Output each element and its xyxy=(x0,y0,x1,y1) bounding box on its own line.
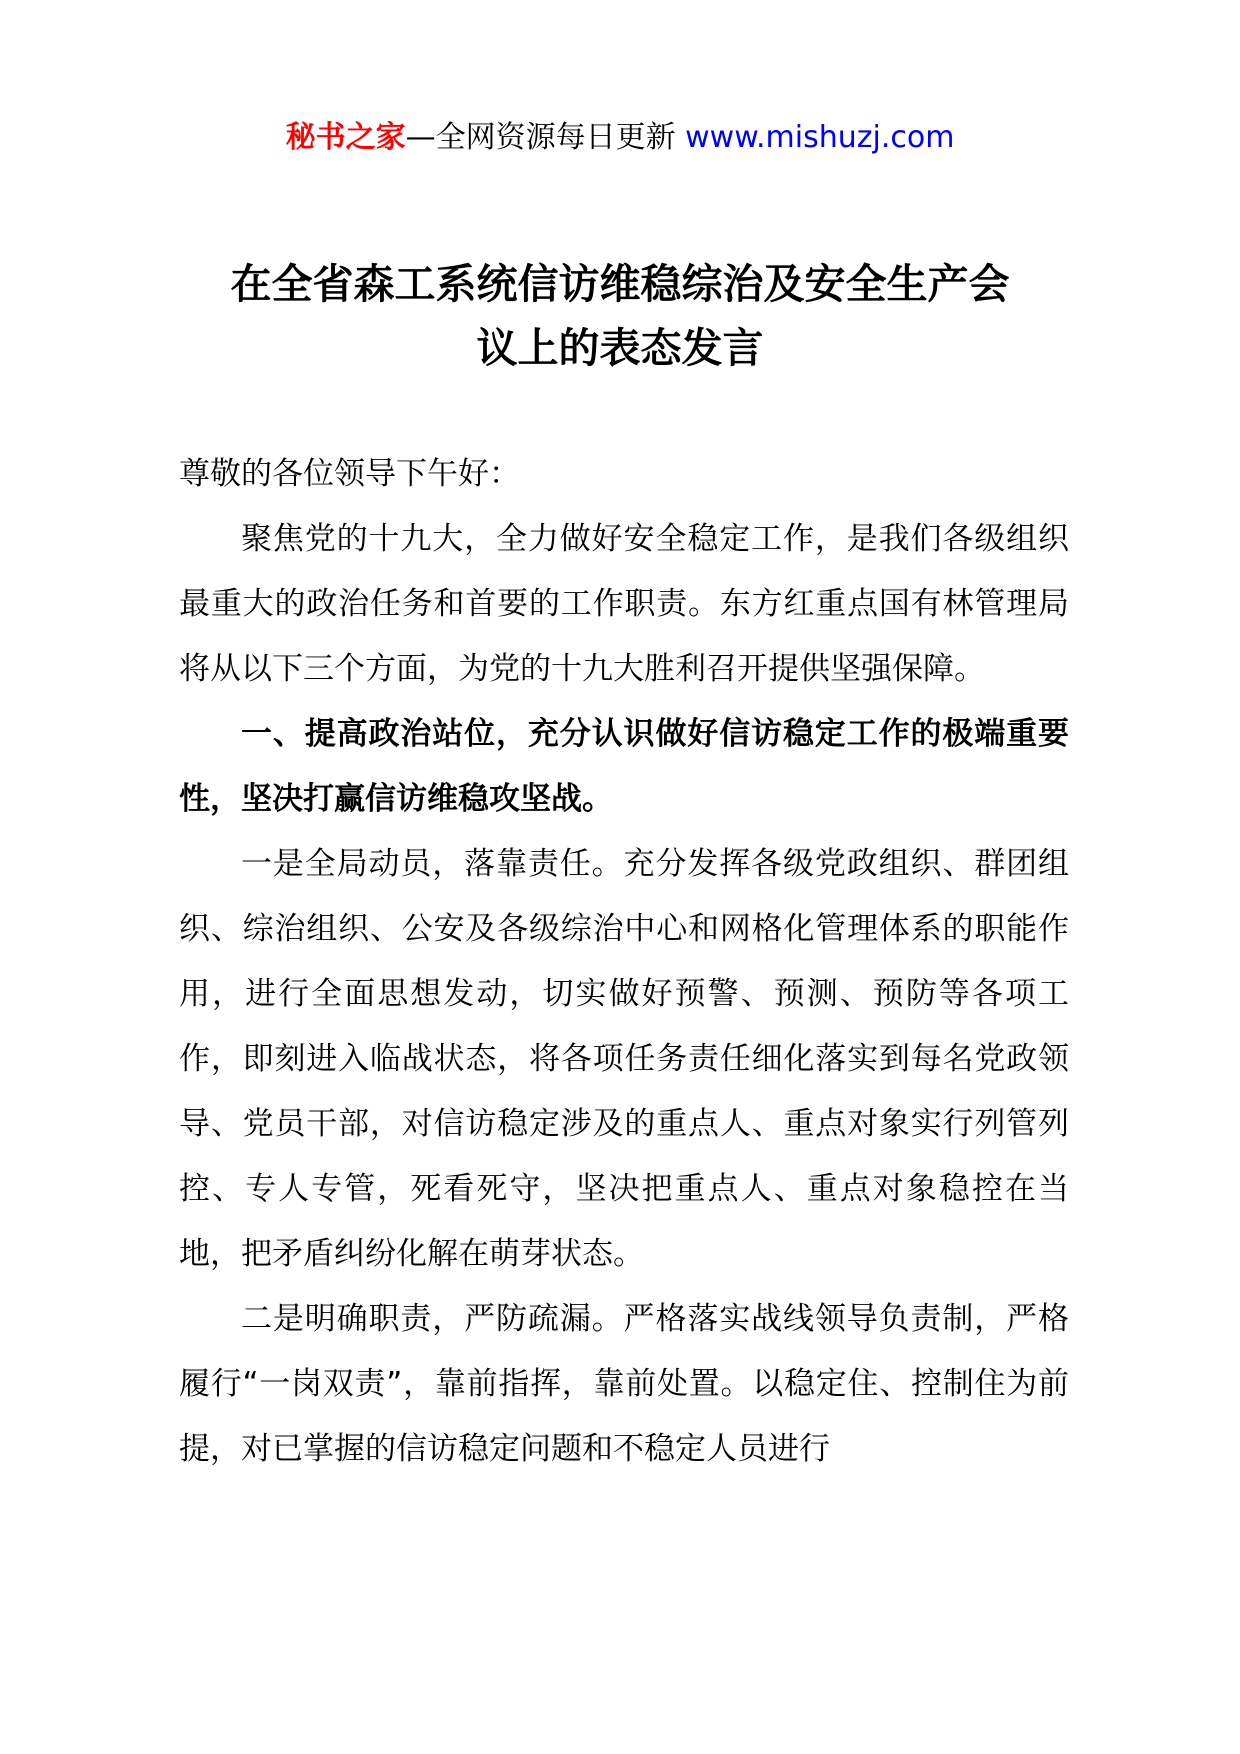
site-url-link[interactable]: www.mishuzj.com xyxy=(685,120,955,155)
paragraph-point-2: 二是明确职责，严防疏漏。严格落实战线领导负责制，严格履行“一岗双责”，靠前指挥，靠前处置。以稳定住、控制住为前提，对已掌握的信访稳定问题和不稳定人员进行 xyxy=(179,1301,1069,1467)
salutation: 尊敬的各位领导下午好： xyxy=(179,456,520,492)
document-title xyxy=(160,252,1080,380)
paragraph-point-1: 一是全局动员，落靠责任。充分发挥各级党政组织、群团组织、综治组织、公安及各级综治中心和网格化管理体系的职能作用，进行全面思想发动，切实做好预警、预测、预防等各项工作，即刻进入临战状态，将各项任务责任细化落实到每名党政领导、党员干部，对信访稳定涉及的重点人、重点对象实行列管列控、专人专管，死看死守，坚决把重点人、重点对象稳控在当地，把矛盾纠纷化解在萌芽状态。 xyxy=(179,846,1069,1272)
section-heading-1: 一、提高政治站位，充分认识做好信访稳定工作的极端重要性，坚决打赢信访维稳攻坚战。 xyxy=(179,716,1069,817)
banner-tagline: —全网资源每日更新 xyxy=(405,120,676,155)
document-body xyxy=(179,442,1069,1482)
site-banner xyxy=(0,118,1240,158)
title-line-1: 在全省森工系统信访维稳综治及安全生产会 xyxy=(230,260,1010,308)
paragraph-intro: 聚焦党的十九大，全力做好安全稳定工作，是我们各级组织最重大的政治任务和首要的工作职责。东方红重点国有林管理局将从以下三个方面，为党的十九大胜利召开提供坚强保障。 xyxy=(179,521,1069,687)
brand-name: 秘书之家 xyxy=(285,120,406,155)
title-line-2: 议上的表态发言 xyxy=(476,324,764,372)
